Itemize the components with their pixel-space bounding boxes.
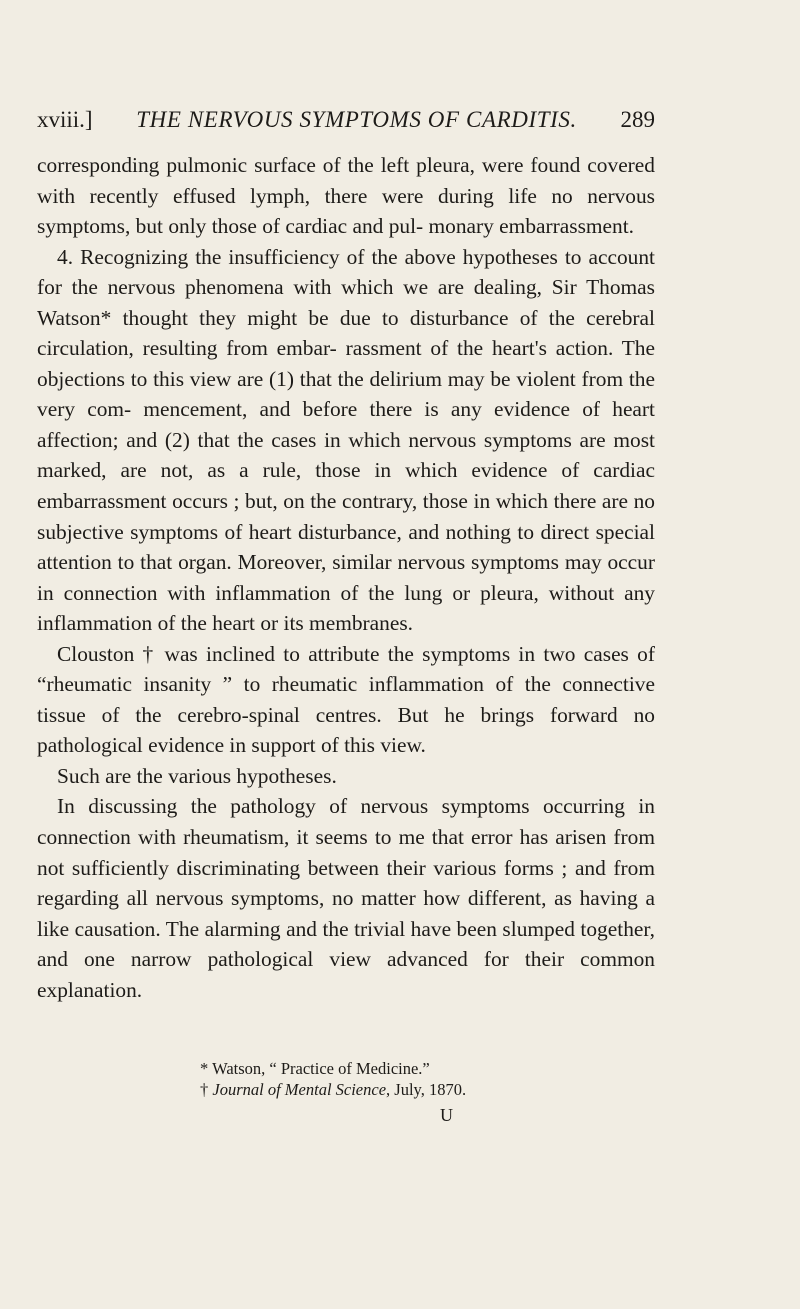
signature-mark: U xyxy=(440,1105,453,1125)
paragraph-continuation: corresponding pulmonic surface of the left pleura, were found covered with recently effused lymph, there were during life no nervous symptoms, but only those of cardiac and pul- monary embarrassment. xyxy=(37,153,655,239)
journal-date: , July, 1870. xyxy=(386,1080,467,1099)
footnote-watson: * Watson, “ Practice of Medicine.” xyxy=(200,1059,430,1078)
body-text xyxy=(37,150,655,1005)
running-header xyxy=(37,106,655,134)
dagger-mark: † xyxy=(200,1080,209,1099)
chapter-number: xviii.] xyxy=(37,107,93,132)
paragraph-clouston: Clouston † was inclined to attribute the symptoms in two cases of “rheumatic insanity ” to rheumatic inflammation of the connective tissue of the cerebro-spinal centres. But he brings forward no pathological evidence in support of this view. xyxy=(37,641,655,758)
page-number: 289 xyxy=(620,107,655,132)
footnote-journal xyxy=(200,1079,466,1100)
footnotes xyxy=(200,1058,466,1100)
paragraph-watson: 4. Recognizing the insufficiency of the above hypotheses to account for the nervous phenomena with which we are dealing, Sir Thomas Watson* thought they might be due to disturbance of the cerebral circulation, resulting from embar- rassment of the heart's action. The objections to this view are (1) that the delirium may be violent from the very com- mencement, and before there is any evidence of heart affection; and (2) that the cases in which nervous symptoms are most marked, are not, as a rule, those in which evidence of cardiac embarrassment occurs ; but, on the contrary, those in which there are no subjective symptoms of heart disturbance, and nothing to direct special attention to that organ. Moreover, similar nervous symptoms may occur in connection with inflammation of the lung or pleura, without any inflammation of the heart or its membranes. xyxy=(37,244,655,636)
journal-title: Journal of Mental Science xyxy=(212,1080,387,1099)
paragraph-pathology: In discussing the pathology of nervous symptoms occurring in connection with rheumatism, it seems to me that error has arisen from not sufficiently discriminating between their various forms ; and from regarding all nervous symptoms, no matter how different, as having a like causation. The alarming and the trivial have been slumped together, and one narrow pathological view advanced for their common explanation. xyxy=(37,794,655,1002)
paragraph-hypotheses: Such are the various hypotheses. xyxy=(57,763,337,788)
running-title: THE NERVOUS SYMPTOMS OF CARDITIS. xyxy=(136,107,577,132)
